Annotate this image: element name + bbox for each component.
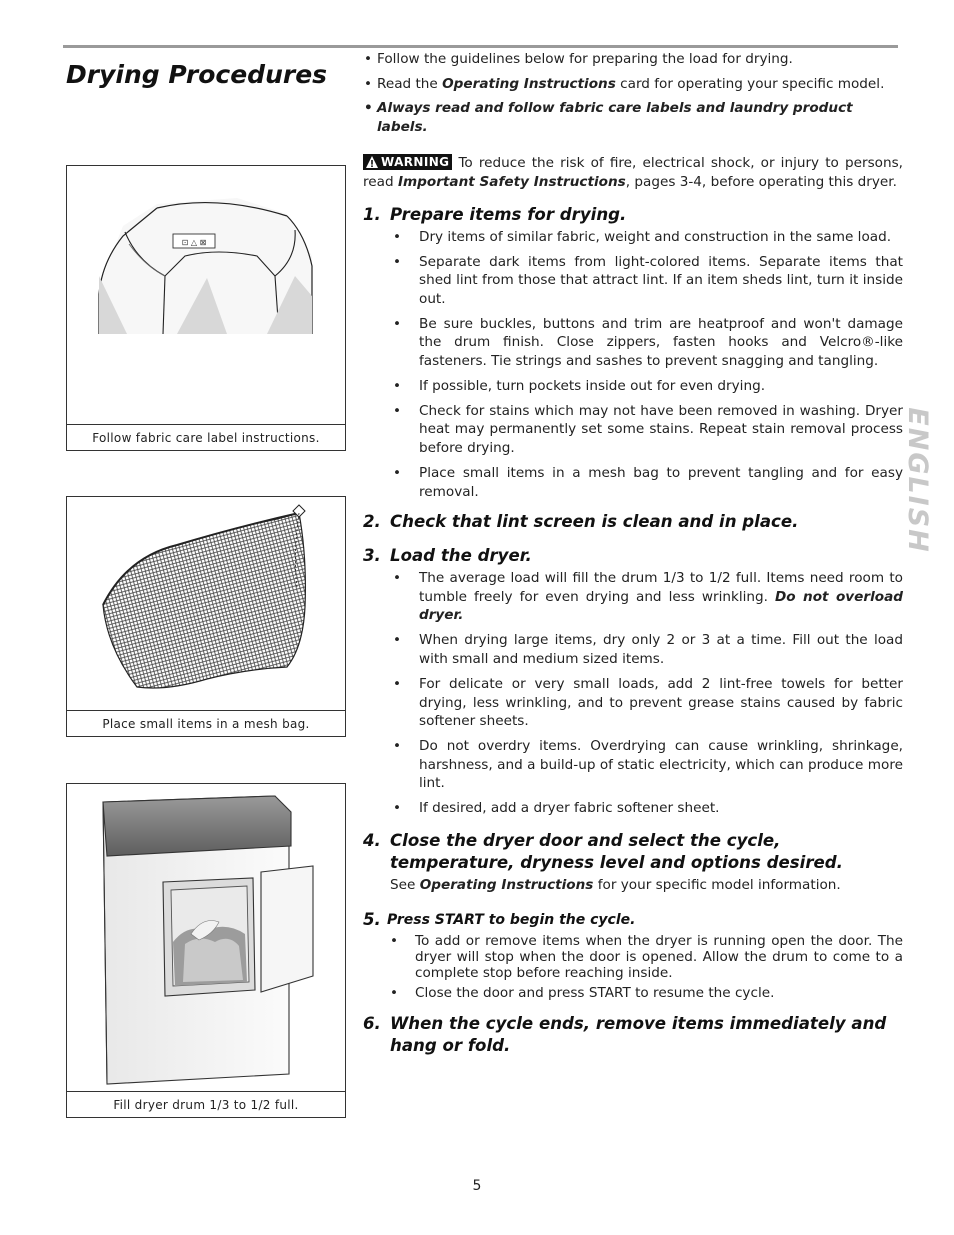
list-item: • Check for stains which may not have been removed in washing. Dryer heat may permanently set some stains. Repeat stain removal process before drying. bbox=[363, 402, 903, 458]
step-4 bbox=[363, 830, 903, 895]
instructions-column bbox=[363, 50, 903, 1057]
step-1 bbox=[363, 204, 903, 502]
list-item: • Do not overdry items. Overdrying can cause wrinkling, shrinkage, harshness, and a build-up of static electricity, which can produce more lint. bbox=[363, 737, 903, 793]
list-item: • When drying large items, dry only 2 or 3 at a time. Fill out the load with small and medium sized items. bbox=[363, 631, 903, 668]
page-title: Drying Procedures bbox=[66, 60, 328, 89]
top-rule bbox=[63, 45, 898, 48]
list-item: • Separate dark items from light-colored items. Separate items that shed lint from those that attract lint. If an item sheds lint, turn it inside out. bbox=[363, 253, 903, 309]
intro-list bbox=[363, 50, 903, 136]
list-item: • Always read and follow fabric care labels and laundry product labels. bbox=[363, 99, 903, 136]
step-2-heading: 2. Check that lint screen is clean and in place. bbox=[363, 512, 799, 532]
warning-triangle-icon bbox=[365, 155, 379, 169]
step-heading: 5. Press START to begin the cycle. bbox=[363, 909, 636, 929]
figure-mesh-bag bbox=[66, 496, 346, 737]
step-heading: 3. Load the dryer. bbox=[363, 546, 532, 566]
figure-dryer bbox=[66, 783, 346, 1118]
figure-care-label bbox=[66, 165, 346, 451]
warning-badge: WARNING bbox=[363, 154, 452, 170]
step-5 bbox=[363, 909, 903, 1001]
figure-caption: Place small items in a mesh bag. bbox=[102, 716, 310, 731]
list-item: • Read the Operating Instructions card for operating your specific model. bbox=[363, 75, 903, 94]
list-item: • For delicate or very small loads, add 2 lint-free towels for better drying, less wrinkling, and to prevent grease stains caused by fabric softener sheets. bbox=[363, 675, 903, 731]
figure-caption: Follow fabric care label instructions. bbox=[92, 430, 320, 445]
figure-caption: Fill dryer drum 1/3 to 1/2 full. bbox=[113, 1097, 299, 1112]
step-heading: 4. Close the dryer door and select the cycle, temperature, dryness level and options desired. bbox=[363, 830, 843, 872]
list-item: • Be sure buckles, buttons and trim are heatproof and won't damage the drum finish. Close zippers, fasten hooks and Velcro®-like fasteners. Tie strings and sashes to prevent snagging and tangling. bbox=[363, 315, 903, 371]
language-tab bbox=[897, 406, 937, 554]
dryer-illustration bbox=[67, 784, 345, 1092]
list-item: • Dry items of similar fabric, weight and construction in the same load. bbox=[363, 228, 903, 247]
list-item: • If possible, turn pockets inside out for even drying. bbox=[363, 377, 903, 396]
step-3 bbox=[363, 545, 903, 818]
list-item: • The average load will fill the drum 1/3 to 1/2 full. Items need room to tumble freely for even drying and less wrinkling. Do not overload dryer. bbox=[363, 569, 903, 625]
step-3-list bbox=[363, 569, 903, 818]
list-item: • Place small items in a mesh bag to prevent tangling and for easy removal. bbox=[363, 464, 903, 501]
list-item: • Follow the guidelines below for preparing the load for drying. bbox=[363, 50, 903, 69]
warning-notice: WARNING To reduce the risk of fire, electrical shock, or injury to persons, read Important Safety Instructions, pages 3-4, before operating this dryer. bbox=[363, 155, 903, 190]
step-heading: 1. Prepare items for drying. bbox=[363, 204, 627, 224]
shirt-collar-illustration bbox=[67, 166, 345, 425]
step-5-list bbox=[363, 933, 903, 1001]
list-item: • Close the door and press START to resume the cycle. bbox=[363, 985, 903, 1001]
step-4-note: See Operating Instructions for your specific model information. bbox=[390, 876, 841, 893]
page-number: 5 bbox=[472, 1178, 482, 1194]
list-item: • If desired, add a dryer fabric softener sheet. bbox=[363, 799, 903, 818]
mesh-bag-illustration bbox=[67, 497, 345, 711]
language-tab-label: ENGLISH bbox=[901, 406, 933, 554]
list-item: • To add or remove items when the dryer is running open the door. The dryer will stop when the door is opened. Allow the drum to come to a complete stop before reaching inside. bbox=[363, 933, 903, 981]
step-6-heading: 6. When the cycle ends, remove items immediately and hang or fold. bbox=[363, 1013, 887, 1055]
step-1-list bbox=[363, 228, 903, 502]
svg-text:⊡ △ ⊠: ⊡ △ ⊠ bbox=[181, 238, 207, 247]
